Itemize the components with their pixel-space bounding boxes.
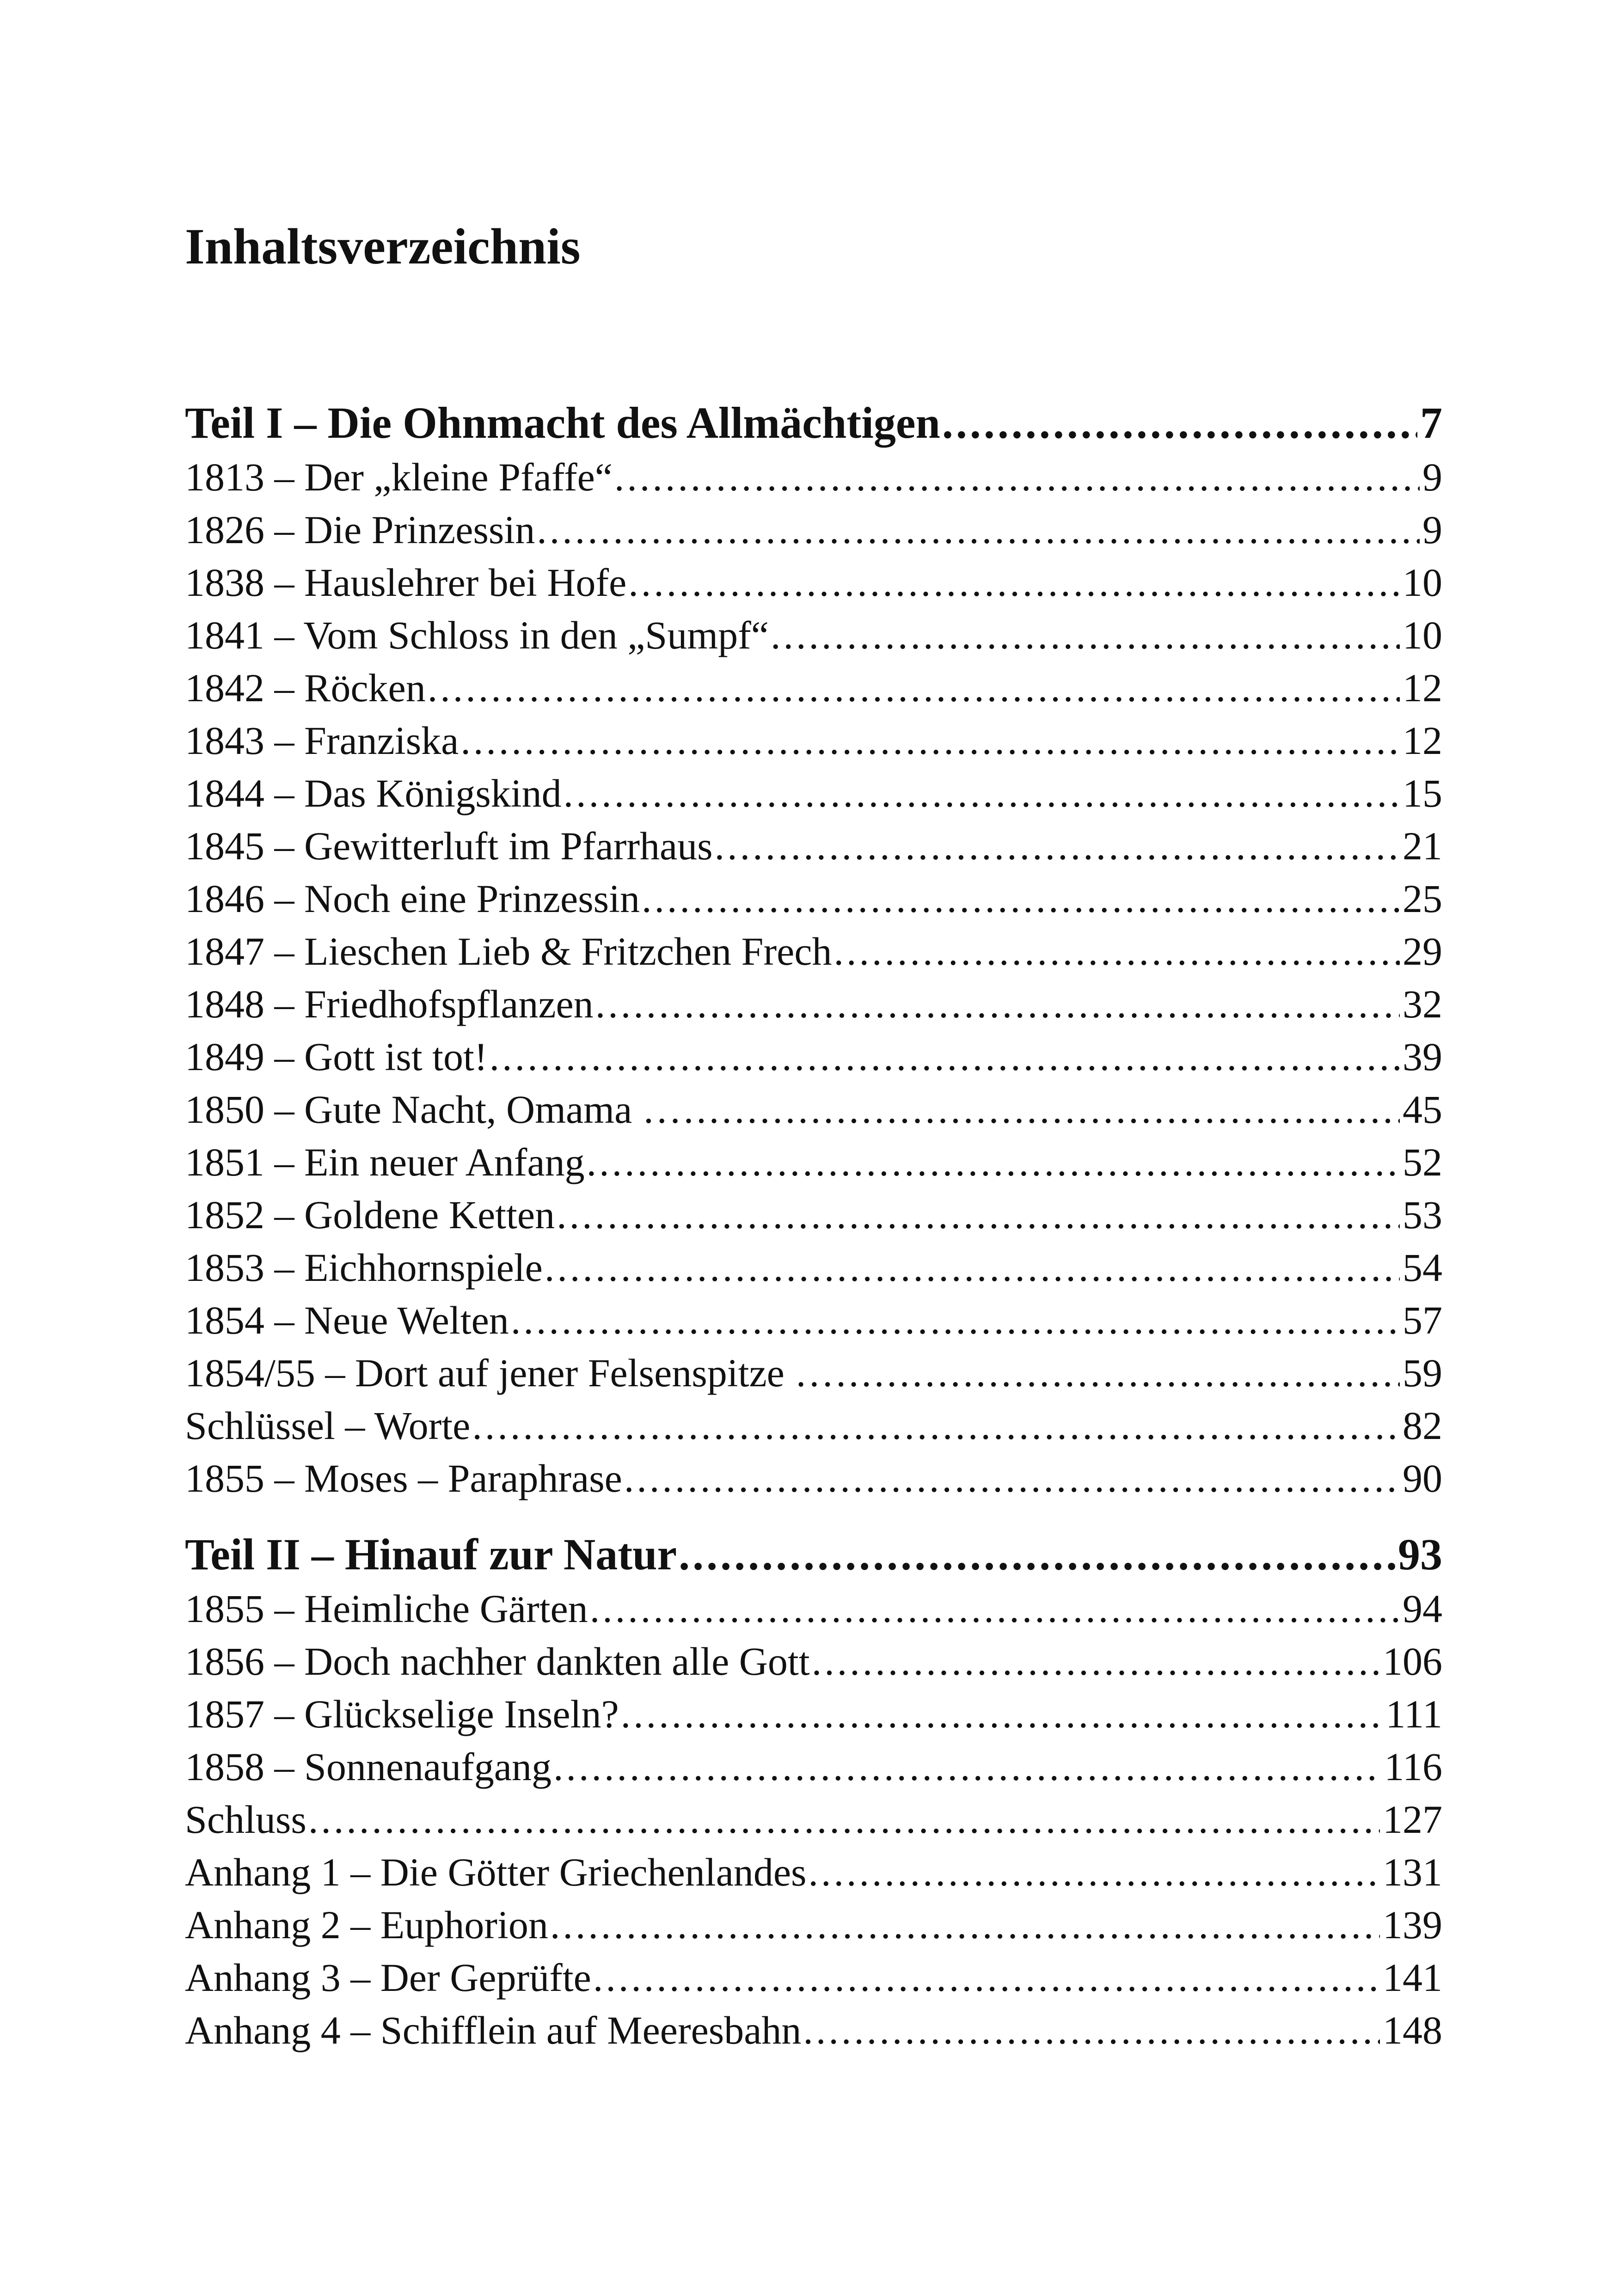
toc-page-number: 10	[1403, 613, 1442, 657]
dot-leader	[593, 1951, 1380, 2004]
toc-entry	[185, 556, 1442, 609]
toc-entry	[185, 661, 1442, 714]
dot-leader	[803, 2004, 1380, 2057]
toc-page-number: 127	[1383, 1797, 1442, 1842]
dot-leader	[460, 714, 1400, 767]
toc-entry	[185, 1793, 1442, 1846]
toc-entry	[185, 1294, 1442, 1347]
toc-page-number: 93	[1398, 1530, 1442, 1579]
dot-leader	[553, 1740, 1381, 1793]
toc-entry-label: Anhang 4 – Schifflein auf Meeresbahn	[185, 2008, 802, 2052]
toc-entry-label: 1855 – Heimliche Gärten	[185, 1586, 588, 1631]
dot-leader	[490, 1030, 1400, 1083]
toc-entry	[185, 1030, 1442, 1083]
toc-entry-label: Schlüssel – Worte	[185, 1403, 471, 1448]
toc-entry-label: 1841 – Vom Schloss in den „Sumpf“	[185, 613, 769, 657]
dot-leader	[628, 556, 1400, 609]
toc-entry	[185, 1136, 1442, 1188]
toc-entry-label: 1850 – Gute Nacht, Omama …	[185, 1087, 682, 1132]
dot-leader	[834, 925, 1400, 978]
toc-entry-label: 1855 – Moses – Paraphrase	[185, 1456, 622, 1500]
toc-entry-label: 1854/55 – Dort auf jener Felsenspitze …	[185, 1351, 834, 1395]
toc-page-number: 9	[1422, 455, 1442, 499]
table-of-contents	[185, 395, 1442, 2057]
toc-entry	[185, 1635, 1442, 1688]
toc-entry-label: Anhang 1 – Die Götter Griechenlandes	[185, 1850, 807, 1894]
toc-entry	[185, 714, 1442, 767]
toc-entry-label: 1851 – Ein neuer Anfang	[185, 1140, 585, 1184]
toc-page-number: 29	[1403, 929, 1442, 974]
toc-entry-label: Teil I – Die Ohnmacht des Allmächtigen	[185, 398, 940, 447]
dot-leader	[590, 1582, 1400, 1635]
toc-entry-label: Anhang 3 – Der Geprüfte	[185, 1955, 591, 2000]
dot-leader	[715, 820, 1400, 872]
dot-leader	[564, 767, 1400, 820]
toc-entry	[185, 2004, 1442, 2057]
toc-entry-label: 1857 – Glückselige Inseln?	[185, 1692, 619, 1736]
toc-entry	[185, 820, 1442, 872]
toc-page-number: 45	[1403, 1087, 1442, 1132]
dot-leader	[537, 503, 1420, 556]
toc-page-number: 59	[1403, 1351, 1442, 1395]
toc-page-number: 141	[1383, 1955, 1442, 2000]
toc-entry	[185, 1083, 1442, 1136]
toc-entry-label: 1856 – Doch nachher dankten alle Gott	[185, 1639, 810, 1684]
toc-entry-label: Schluss	[185, 1797, 306, 1842]
toc-page-number: 139	[1383, 1903, 1442, 1947]
toc-entry-label: 1858 – Sonnenaufgang	[185, 1745, 552, 1789]
toc-entry	[185, 1951, 1442, 2004]
toc-page-number: 94	[1403, 1586, 1442, 1631]
toc-page-number: 131	[1383, 1850, 1442, 1894]
toc-page-number: 39	[1403, 1035, 1442, 1079]
toc-entry	[185, 1846, 1442, 1898]
toc-entry	[185, 609, 1442, 661]
dot-leader	[679, 1527, 1395, 1582]
toc-entry	[185, 1347, 1442, 1399]
toc-entry	[185, 503, 1442, 556]
toc-page-number: 116	[1384, 1745, 1442, 1789]
dot-leader	[836, 1347, 1400, 1399]
dot-leader	[812, 1635, 1380, 1688]
toc-entry-label: 1853 – Eichhornspiele	[185, 1245, 543, 1290]
toc-entry	[185, 1188, 1442, 1241]
toc-entry	[185, 1898, 1442, 1951]
toc-entry-label: 1847 – Lieschen Lieb & Fritzchen Frech	[185, 929, 832, 974]
toc-entry-label: 1843 – Franziska	[185, 718, 459, 763]
toc-page-number: 82	[1403, 1403, 1442, 1448]
dot-leader	[557, 1188, 1400, 1241]
toc-entry	[185, 925, 1442, 978]
dot-leader	[642, 872, 1400, 925]
dot-leader	[942, 395, 1417, 451]
dot-leader	[587, 1136, 1400, 1188]
toc-entry-label: 1854 – Neue Welten	[185, 1298, 509, 1342]
toc-entry	[185, 1241, 1442, 1294]
dot-leader	[472, 1399, 1400, 1452]
dot-leader	[595, 978, 1400, 1030]
toc-entry-label: 1838 – Hauslehrer bei Hofe	[185, 560, 627, 605]
toc-entry-label: 1842 – Röcken	[185, 666, 426, 710]
toc-entry-label: 1849 – Gott ist tot!	[185, 1035, 488, 1079]
toc-page-number: 9	[1422, 508, 1442, 552]
toc-entry	[185, 1399, 1442, 1452]
toc-page-number: 10	[1403, 560, 1442, 605]
dot-leader	[771, 609, 1400, 661]
dot-leader	[428, 661, 1400, 714]
toc-page-number: 12	[1403, 666, 1442, 710]
toc-entry	[185, 767, 1442, 820]
toc-part-heading	[185, 395, 1442, 451]
dot-leader	[684, 1083, 1400, 1136]
toc-entry-label: Teil II – Hinauf zur Natur	[185, 1530, 677, 1579]
toc-entry	[185, 1740, 1442, 1793]
dot-leader	[624, 1452, 1400, 1505]
toc-entry-label: 1826 – Die Prinzessin	[185, 508, 535, 552]
toc-entry-label: 1846 – Noch eine Prinzessin	[185, 876, 640, 921]
toc-page-number: 15	[1403, 771, 1442, 815]
toc-page-number: 25	[1403, 876, 1442, 921]
toc-entry-label: Anhang 2 – Euphorion	[185, 1903, 548, 1947]
dot-leader	[545, 1241, 1400, 1294]
toc-entry-label: 1844 – Das Königskind	[185, 771, 562, 815]
toc-entry	[185, 1452, 1442, 1505]
toc-page-number: 32	[1403, 982, 1442, 1026]
toc-part-heading	[185, 1527, 1442, 1582]
toc-page-number: 53	[1403, 1193, 1442, 1237]
toc-entry	[185, 451, 1442, 503]
toc-page-number: 90	[1403, 1456, 1442, 1500]
toc-entry-label: 1813 – Der „kleine Pfaffe“	[185, 455, 613, 499]
page-title: Inhaltsverzeichnis	[185, 218, 581, 275]
dot-leader	[621, 1688, 1383, 1740]
toc-page-number: 52	[1403, 1140, 1442, 1184]
toc-page-number: 21	[1403, 824, 1442, 868]
dot-leader	[809, 1846, 1380, 1898]
toc-page-number: 57	[1403, 1298, 1442, 1342]
dot-leader	[308, 1793, 1380, 1846]
toc-entry	[185, 1582, 1442, 1635]
dot-leader	[614, 451, 1420, 503]
toc-entry	[185, 978, 1442, 1030]
toc-page-number: 148	[1383, 2008, 1442, 2052]
toc-entry	[185, 1688, 1442, 1740]
toc-page-number: 106	[1383, 1639, 1442, 1684]
toc-page-number: 7	[1420, 398, 1442, 447]
dot-leader	[550, 1898, 1380, 1951]
toc-page-number: 111	[1385, 1692, 1442, 1736]
dot-leader	[511, 1294, 1400, 1347]
toc-page-number: 12	[1403, 718, 1442, 763]
toc-entry	[185, 872, 1442, 925]
toc-entry-label: 1845 – Gewitterluft im Pfarrhaus	[185, 824, 713, 868]
toc-entry-label: 1848 – Friedhofspflanzen	[185, 982, 594, 1026]
toc-page-number: 54	[1403, 1245, 1442, 1290]
toc-entry-label: 1852 – Goldene Ketten	[185, 1193, 555, 1237]
